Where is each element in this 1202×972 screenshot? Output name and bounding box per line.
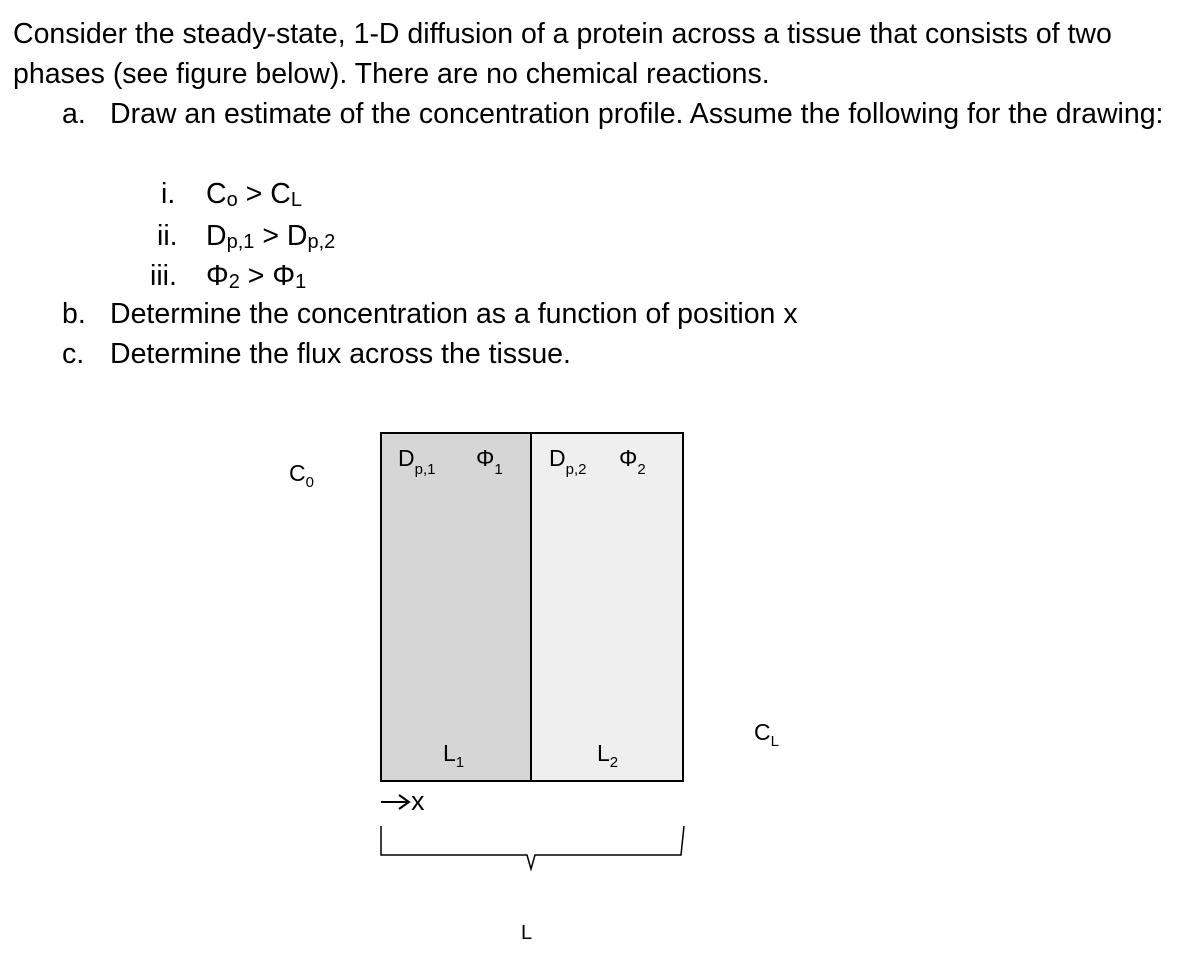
length-bracket — [381, 826, 684, 869]
phase-1-partition: $\Phi_1$ — [476, 445, 503, 478]
part-b-label: b. — [62, 298, 86, 330]
condition-ii-expr: Dp,1 > Dp,2 — [206, 220, 336, 253]
cl-label: $C_L$ — [754, 719, 779, 750]
part-b-text: Determine the concentration as a function of position x — [110, 298, 798, 330]
phase-1-diffusivity: $D_{p,1}$ — [398, 445, 436, 478]
part-c-text: Determine the flux across the tissue. — [110, 338, 571, 370]
problem-intro: Consider the steady-state, 1-D diffusion of a protein across a tissue that consists of two phases (see figure below). There are no chemical reactions. — [13, 18, 1112, 90]
phase-2-partition: $\Phi_2$ — [619, 445, 646, 478]
part-c-label: c. — [62, 338, 85, 370]
condition-label: ii. — [157, 220, 178, 252]
condition-i-expr: Co > CL — [206, 178, 302, 211]
phase-2-length: $L_2$ — [597, 740, 619, 771]
c0-label: $C_0$ — [289, 460, 314, 491]
phase-2-region — [531, 433, 683, 781]
part-a-text: Draw an estimate of the concentration profile. Assume the following for the drawing: — [110, 98, 1164, 130]
condition-label: i. — [161, 178, 176, 210]
x-arrow-icon — [381, 795, 409, 809]
total-length-label: L — [521, 922, 533, 944]
phase-1-region — [381, 433, 531, 781]
x-axis-label: x — [411, 786, 425, 816]
part-a-label: a. — [62, 98, 86, 130]
condition-label: iii. — [150, 260, 177, 292]
phase-1-length: $L_1$ — [443, 740, 465, 771]
condition-iii-expr: Φ2 > Φ1 — [206, 260, 307, 293]
phase-2-diffusivity: $D_{p,2}$ — [549, 445, 587, 478]
